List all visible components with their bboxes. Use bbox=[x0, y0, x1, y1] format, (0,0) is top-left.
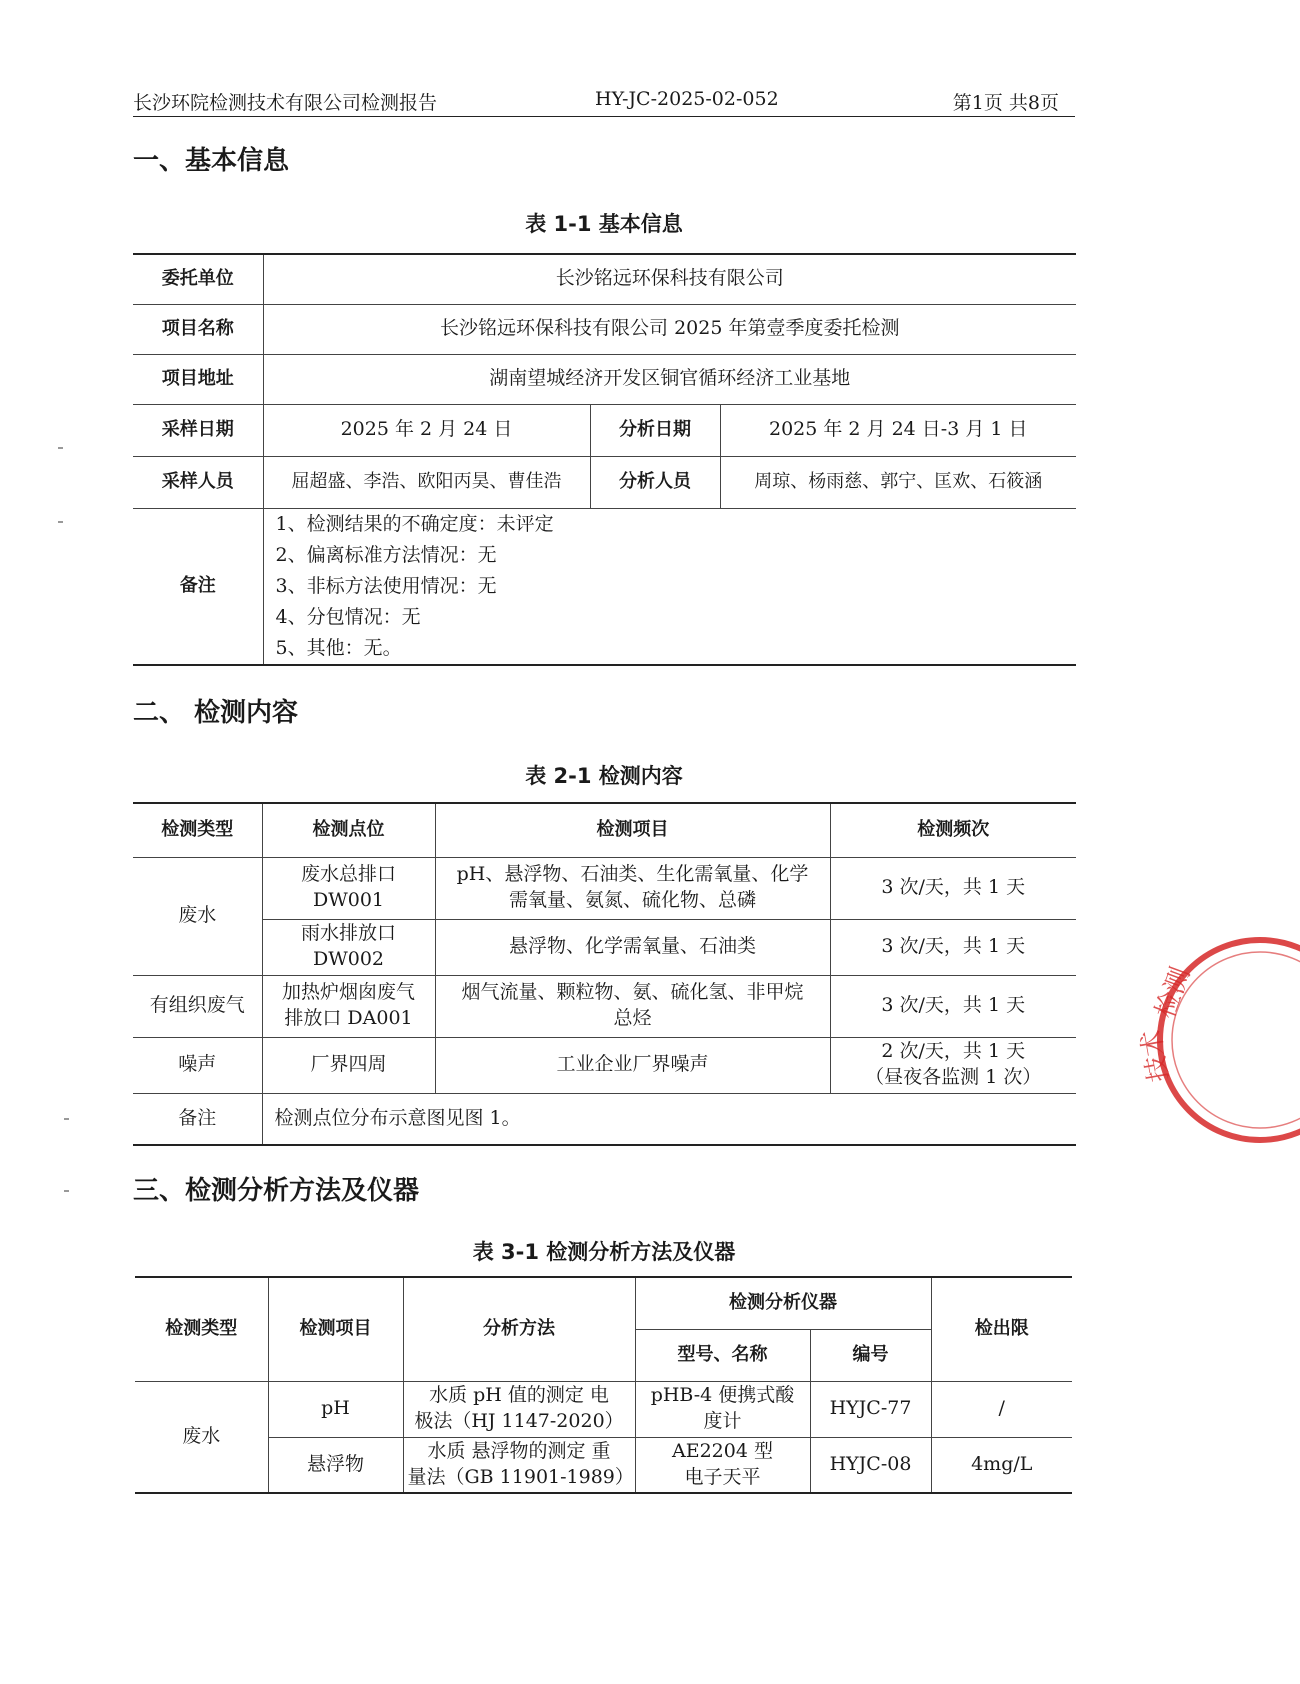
method-cell bbox=[403, 1381, 635, 1437]
remark-item: 3、非标方法使用情况：无 bbox=[275, 574, 497, 597]
frequency-line: 2 次/天，共 1 天 bbox=[881, 1040, 1026, 1063]
table-row bbox=[133, 919, 1076, 975]
table-row bbox=[133, 304, 1076, 354]
col-header-frequency: 检测频次 bbox=[830, 803, 1076, 857]
table-row bbox=[133, 508, 1076, 665]
col-header-method: 分析方法 bbox=[403, 1277, 635, 1381]
frequency-line: （昼夜各监测 1 次） bbox=[865, 1066, 1042, 1088]
table-row bbox=[133, 1037, 1076, 1093]
table-3-1-caption: 表 3-1 检测分析方法及仪器 bbox=[472, 1240, 736, 1264]
page-number: 第1页 共8页 bbox=[952, 92, 1059, 114]
analysts-value: 周琼、杨雨慈、郭宁、匡欢、石筱涵 bbox=[720, 456, 1076, 508]
project-name-value: 长沙铭远环保科技有限公司 2025 年第壹季度委托检测 bbox=[263, 304, 1076, 354]
col-header-model: 型号、名称 bbox=[635, 1329, 810, 1381]
remarks-label: 备注 bbox=[133, 1093, 262, 1145]
table-row bbox=[133, 975, 1076, 1037]
point-cell bbox=[262, 919, 435, 975]
type-organized-gas: 有组织废气 bbox=[133, 975, 262, 1037]
table-1-1-caption: 表 1-1 基本信息 bbox=[525, 212, 683, 236]
items-line: 需氧量、氨氮、硫化物、总磷 bbox=[508, 889, 756, 911]
remark-item: 5、其他：无。 bbox=[275, 636, 402, 659]
point-line: 加热炉烟囱废气 bbox=[281, 981, 415, 1004]
report-number: HY-JC-2025-02-052 bbox=[595, 88, 779, 110]
analysis-date-label: 分析日期 bbox=[590, 404, 720, 456]
sampling-date-label: 采样日期 bbox=[133, 404, 263, 456]
table-header-row bbox=[135, 1277, 1072, 1329]
col-header-instrument: 检测分析仪器 bbox=[635, 1277, 931, 1329]
items-cell: 工业企业厂界噪声 bbox=[435, 1037, 830, 1093]
svg-text:检测: 检测 bbox=[1150, 963, 1197, 1023]
section-2-title: 二、 检测内容 bbox=[133, 698, 299, 728]
item-cell: 悬浮物 bbox=[268, 1437, 403, 1493]
remarks-label: 备注 bbox=[133, 508, 263, 665]
table-row bbox=[133, 857, 1076, 919]
col-header-item: 检测项目 bbox=[268, 1277, 403, 1381]
svg-text:技术: 技术 bbox=[1136, 1027, 1175, 1084]
items-line: 总烃 bbox=[613, 1007, 652, 1029]
table-header-row bbox=[133, 803, 1076, 857]
company-seal-stamp bbox=[1136, 930, 1300, 1150]
col-header-number: 编号 bbox=[810, 1329, 931, 1381]
table-row bbox=[133, 254, 1076, 304]
frequency-cell bbox=[830, 1037, 1076, 1093]
method-cell bbox=[403, 1437, 635, 1493]
method-line: 水质 悬浮物的测定 重 bbox=[427, 1440, 611, 1463]
section-1-title: 一、基本信息 bbox=[133, 146, 290, 176]
samplers-label: 采样人员 bbox=[133, 456, 263, 508]
items-cell: 悬浮物、化学需氧量、石油类 bbox=[435, 919, 830, 975]
number-cell: HYJC-08 bbox=[810, 1437, 931, 1493]
method-line: 极法（HJ 1147-2020） bbox=[414, 1410, 624, 1432]
samplers-value: 屈超盛、李浩、欧阳丙昊、曹佳浩 bbox=[263, 456, 590, 508]
remark-item: 1、检测结果的不确定度：未评定 bbox=[275, 512, 554, 535]
frequency-cell: 3 次/天，共 1 天 bbox=[830, 857, 1076, 919]
items-line: 烟气流量、颗粒物、氨、硫化氢、非甲烷 bbox=[461, 981, 804, 1004]
page-header bbox=[133, 86, 1075, 117]
point-line: DW001 bbox=[312, 889, 385, 911]
sampling-date-value: 2025 年 2 月 24 日 bbox=[263, 404, 590, 456]
limit-cell: 4mg/L bbox=[931, 1437, 1072, 1493]
point-cell: 厂界四周 bbox=[262, 1037, 435, 1093]
model-cell bbox=[635, 1437, 810, 1493]
project-address-label: 项目地址 bbox=[133, 354, 263, 404]
analysis-date-value: 2025 年 2 月 24 日-3 月 1 日 bbox=[720, 404, 1076, 456]
col-header-items: 检测项目 bbox=[435, 803, 830, 857]
scan-mark bbox=[58, 447, 63, 449]
point-cell bbox=[262, 975, 435, 1037]
limit-cell: / bbox=[931, 1381, 1072, 1437]
number-cell: HYJC-77 bbox=[810, 1381, 931, 1437]
project-name-label: 项目名称 bbox=[133, 304, 263, 354]
type-noise: 噪声 bbox=[133, 1037, 262, 1093]
frequency-cell: 3 次/天，共 1 天 bbox=[830, 975, 1076, 1037]
items-line: pH、悬浮物、石油类、生化需氧量、化学 bbox=[456, 863, 809, 886]
model-line: pHB-4 便携式酸 bbox=[650, 1384, 795, 1407]
point-cell bbox=[262, 857, 435, 919]
table-row bbox=[133, 354, 1076, 404]
methods-instruments-table bbox=[135, 1276, 1072, 1494]
point-line: DW002 bbox=[312, 948, 385, 970]
table-2-1-caption: 表 2-1 检测内容 bbox=[525, 764, 683, 788]
scan-mark bbox=[64, 1190, 69, 1192]
table-row bbox=[133, 1093, 1076, 1145]
basic-info-table bbox=[133, 253, 1076, 666]
items-cell bbox=[435, 857, 830, 919]
remarks-value: 检测点位分布示意图见图 1。 bbox=[262, 1093, 1076, 1145]
section-3-title: 三、检测分析方法及仪器 bbox=[133, 1176, 420, 1206]
analysts-label: 分析人员 bbox=[590, 456, 720, 508]
scan-mark bbox=[58, 521, 63, 523]
point-line: 废水总排口 bbox=[300, 863, 396, 886]
table-row bbox=[135, 1437, 1072, 1493]
table-row bbox=[135, 1381, 1072, 1437]
col-header-type: 检测类型 bbox=[135, 1277, 268, 1381]
method-line: 水质 pH 值的测定 电 bbox=[429, 1384, 609, 1407]
scan-mark bbox=[64, 1118, 69, 1120]
model-line: 度计 bbox=[703, 1410, 742, 1432]
col-header-type: 检测类型 bbox=[133, 803, 262, 857]
method-line: 量法（GB 11901-1989） bbox=[407, 1465, 634, 1488]
test-content-table bbox=[133, 802, 1076, 1146]
type-wastewater: 废水 bbox=[133, 857, 262, 975]
item-cell: pH bbox=[268, 1381, 403, 1437]
table-row bbox=[133, 404, 1076, 456]
remarks-list bbox=[263, 508, 1076, 665]
type-wastewater: 废水 bbox=[135, 1381, 268, 1493]
col-header-point: 检测点位 bbox=[262, 803, 435, 857]
model-line: AE2204 型 bbox=[672, 1440, 773, 1463]
company-report-title: 长沙环院检测技术有限公司检测报告 bbox=[133, 92, 438, 114]
client-label: 委托单位 bbox=[133, 254, 263, 304]
client-value: 长沙铭远环保科技有限公司 bbox=[263, 254, 1076, 304]
point-line: 雨水排放口 bbox=[300, 922, 396, 945]
point-line: 排放口 DA001 bbox=[284, 1007, 413, 1029]
frequency-cell: 3 次/天，共 1 天 bbox=[830, 919, 1076, 975]
remark-item: 4、分包情况：无 bbox=[275, 605, 421, 628]
remark-item: 2、偏离标准方法情况：无 bbox=[275, 543, 497, 566]
model-cell bbox=[635, 1381, 810, 1437]
project-address-value: 湖南望城经济开发区铜官循环经济工业基地 bbox=[263, 354, 1076, 404]
col-header-limit: 检出限 bbox=[931, 1277, 1072, 1381]
items-cell bbox=[435, 975, 830, 1037]
table-row bbox=[133, 456, 1076, 508]
model-line: 电子天平 bbox=[684, 1465, 761, 1488]
